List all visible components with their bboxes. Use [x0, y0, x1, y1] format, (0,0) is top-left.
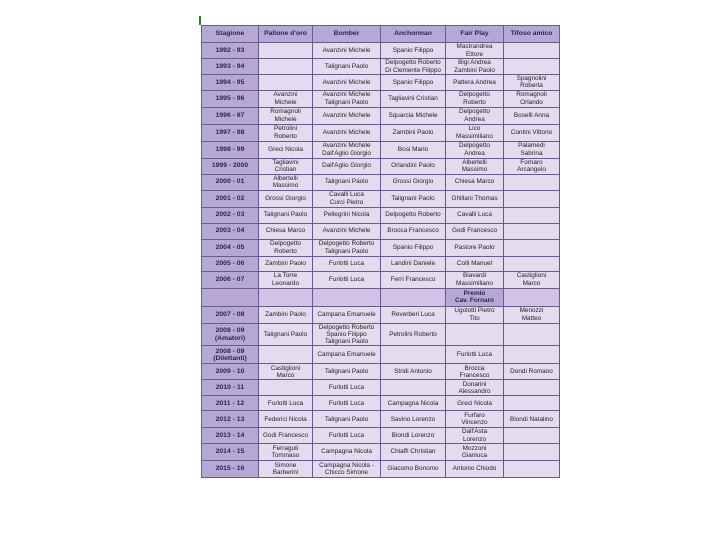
cell-tifoso-amico: Contini Vittorio: [504, 124, 560, 141]
cell-anchorman: [381, 288, 446, 306]
cell-season: 1993 - 94: [202, 59, 259, 75]
cell-bomber: Delpogetto Roberto Talignani Paolo: [313, 239, 381, 256]
table-row: [202, 428, 560, 444]
cell-bomber: Campagna Nicola - Chicco Simone: [313, 461, 381, 478]
cell-season: 2012 - 13: [202, 411, 259, 428]
table-row: [202, 43, 560, 59]
cell-season: 1996 - 97: [202, 107, 259, 124]
cell-pallone-doro: [259, 288, 313, 306]
cell-anchorman: Savino Lorenzo: [381, 411, 446, 428]
header-tifoso-amico: Tifoso amico: [504, 26, 560, 43]
cell-pallone-doro: Talignani Paolo: [259, 323, 313, 346]
table-row: [202, 223, 560, 239]
cell-bomber: Furlotti Luca: [313, 271, 381, 288]
cell-anchorman: Campagna Nicola: [381, 396, 446, 411]
cell-season: 2015 - 16: [202, 461, 259, 478]
cell-fair-play: Biavardi Massimiliano: [446, 271, 504, 288]
table-row: [202, 306, 560, 323]
cell-tifoso-amico: Biondi Natalino: [504, 411, 560, 428]
cell-tifoso-amico: Castiglioni Marco: [504, 271, 560, 288]
cell-cursor-mark: [199, 16, 201, 25]
cell-season: 2005 - 06: [202, 256, 259, 271]
cell-pallone-doro: Castiglioni Marco: [259, 364, 313, 380]
cell-bomber: Campana Emanuele: [313, 346, 381, 364]
cell-tifoso-amico: [504, 380, 560, 396]
cell-bomber: Furlotti Luca: [313, 428, 381, 444]
cell-season: 2010 - 11: [202, 380, 259, 396]
table-row: [202, 207, 560, 223]
table-row: [202, 271, 560, 288]
table-row: [202, 323, 560, 346]
cell-fair-play: Furlotti Luca: [446, 346, 504, 364]
cell-season: 2001 - 02: [202, 190, 259, 207]
table-row: [202, 90, 560, 107]
cell-bomber: Campagna Nicola: [313, 444, 381, 461]
cell-pallone-doro: Petrolini Roberto: [259, 124, 313, 141]
cell-fair-play: Godi Francesco: [446, 223, 504, 239]
cell-tifoso-amico: [504, 346, 560, 364]
cell-pallone-doro: Furlotti Luca: [259, 396, 313, 411]
cell-bomber: Pellegrini Nicola: [313, 207, 381, 223]
cell-pallone-doro: Ferraguti Tommaso: [259, 444, 313, 461]
cell-tifoso-amico: [504, 190, 560, 207]
cell-fair-play: Antonio Chiodo: [446, 461, 504, 478]
cell-tifoso-amico: [504, 223, 560, 239]
cell-anchorman: Bosi Mario: [381, 141, 446, 158]
cell-anchorman: Stridi Antonio: [381, 364, 446, 380]
cell-pallone-doro: Chiesa Marco: [259, 223, 313, 239]
table-row: [202, 75, 560, 91]
header-pallone-doro: Pallone d'oro: [259, 26, 313, 43]
cell-fair-play: Bigi Andrea Zambini Paolo: [446, 59, 504, 75]
cell-season: 2008 - 09 (Dilettanti): [202, 346, 259, 364]
cell-season: 2002 - 03: [202, 207, 259, 223]
cell-anchorman: Squarcia Michele: [381, 107, 446, 124]
cell-anchorman: Giacomo Bonomo: [381, 461, 446, 478]
cell-season: 2013 - 14: [202, 428, 259, 444]
cell-fair-play: Cavalli Luca: [446, 207, 504, 223]
cell-tifoso-amico: Spagnolini Roberta: [504, 75, 560, 91]
cell-season: 2008 - 09 (Amatori): [202, 323, 259, 346]
cell-anchorman: Reverberi Luca: [381, 306, 446, 323]
cell-fair-play: Colli Manuel: [446, 256, 504, 271]
cell-anchorman: Grossi Giorgio: [381, 174, 446, 190]
table-row: [202, 256, 560, 271]
cell-fair-play: Pattera Andrea: [446, 75, 504, 91]
cell-bomber: Talignani Paolo: [313, 411, 381, 428]
cell-pallone-doro: Albertelli Massimo: [259, 174, 313, 190]
cell-anchorman: Delpogetto Roberto Di Clemente Filippo: [381, 59, 446, 75]
cell-bomber: Cavalli Luca Curci Pietro: [313, 190, 381, 207]
cell-anchorman: Landini Daniele: [381, 256, 446, 271]
premio-separator-row: [202, 288, 560, 306]
cell-fair-play: Furfaro Vincenzo: [446, 411, 504, 428]
table-row: [202, 239, 560, 256]
header-fair-play: Fair Play: [446, 26, 504, 43]
cell-tifoso-amico: Romagnoli Orlando: [504, 90, 560, 107]
cell-bomber: Avanzini Michele: [313, 43, 381, 59]
cell-season: 2007 - 08: [202, 306, 259, 323]
cell-season: 1997 - 98: [202, 124, 259, 141]
table-row: [202, 124, 560, 141]
cell-fair-play: Ugolotti Pietro Tito: [446, 306, 504, 323]
cell-fair-play: Greci Nicola: [446, 396, 504, 411]
cell-anchorman: [381, 346, 446, 364]
cell-anchorman: Biondi Lorenzo: [381, 428, 446, 444]
cell-season: 2009 - 10: [202, 364, 259, 380]
cell-fair-play: [446, 323, 504, 346]
cell-season: 1999 - 2000: [202, 158, 259, 174]
cell-tifoso-amico: [504, 461, 560, 478]
cell-pallone-doro: Delpogetto Roberto: [259, 239, 313, 256]
cell-pallone-doro: [259, 75, 313, 91]
cell-tifoso-amico: Palamedi Sabrina: [504, 141, 560, 158]
cell-season: 2003 - 04: [202, 223, 259, 239]
cell-bomber: Talignani Paolo: [313, 59, 381, 75]
cell-bomber: Talignani Paolo: [313, 174, 381, 190]
header-anchorman: Anchorman: [381, 26, 446, 43]
awards-table: [201, 25, 560, 478]
cell-tifoso-amico: [504, 396, 560, 411]
cell-tifoso-amico: [504, 323, 560, 346]
cell-season: 2000 - 01: [202, 174, 259, 190]
cell-tifoso-amico: Fornaro Arcangelo: [504, 158, 560, 174]
table-row: [202, 396, 560, 411]
cell-pallone-doro: La Torre Leonardo: [259, 271, 313, 288]
cell-bomber: Avanzini Michele Talignani Paolo: [313, 90, 381, 107]
table-row: [202, 141, 560, 158]
table-row: [202, 107, 560, 124]
cell-bomber: Talignani Paolo: [313, 364, 381, 380]
cell-pallone-doro: Romagnoli Michele: [259, 107, 313, 124]
cell-bomber: Dall'Aglio Giorgio: [313, 158, 381, 174]
table-row: [202, 380, 560, 396]
cell-anchorman: Tagliavini Cristian: [381, 90, 446, 107]
cell-bomber: Avanzini Michele Dall'Aglio Giorgio: [313, 141, 381, 158]
cell-season: 2006 - 07: [202, 271, 259, 288]
cell-pallone-doro: Greci Nicola: [259, 141, 313, 158]
cell-bomber: Avanzini Michele: [313, 75, 381, 91]
table-row: [202, 444, 560, 461]
cell-anchorman: Petrolini Roberto: [381, 323, 446, 346]
cell-season: 2004 - 05: [202, 239, 259, 256]
cell-pallone-doro: Avanzini Michele: [259, 90, 313, 107]
cell-pallone-doro: Simone Barberini: [259, 461, 313, 478]
cell-season: 2011 - 12: [202, 396, 259, 411]
cell-fair-play: Mastrandrea Ettore: [446, 43, 504, 59]
cell-tifoso-amico: [504, 239, 560, 256]
table-row: [202, 346, 560, 364]
cell-tifoso-amico: [504, 207, 560, 223]
table-row: [202, 174, 560, 190]
cell-anchorman: Zambini Paolo: [381, 124, 446, 141]
header-season: Stagione: [202, 26, 259, 43]
cell-pallone-doro: [259, 59, 313, 75]
cell-tifoso-amico: [504, 174, 560, 190]
cell-fair-play: Mozzoni Gianluca: [446, 444, 504, 461]
cell-fair-play: Chiesa Marco: [446, 174, 504, 190]
cell-fair-play: Lico Massimiliano: [446, 124, 504, 141]
cell-anchorman: Spanio Filippo: [381, 75, 446, 91]
cell-fair-play: Delpogetto Andrea: [446, 107, 504, 124]
table-row: [202, 190, 560, 207]
cell-fair-play: Ghillani Thomas: [446, 190, 504, 207]
cell-fair-play: Delpogetto Roberto: [446, 90, 504, 107]
cell-fair-play: Donarini Alessandro: [446, 380, 504, 396]
cell-pallone-doro: Tagliavini Cristian: [259, 158, 313, 174]
cell-tifoso-amico: [504, 288, 560, 306]
cell-tifoso-amico: [504, 256, 560, 271]
cell-fair-play: Albertelli Massimo: [446, 158, 504, 174]
cell-season: 1994 - 95: [202, 75, 259, 91]
cell-bomber: Furlotti Luca: [313, 256, 381, 271]
cell-bomber: [313, 288, 381, 306]
cell-tifoso-amico: Boselli Anna: [504, 107, 560, 124]
table-row: [202, 364, 560, 380]
cell-bomber: Avanzini Michele: [313, 124, 381, 141]
cell-bomber: Avanzini Michele: [313, 107, 381, 124]
cell-anchorman: Spanio Filippo: [381, 239, 446, 256]
cell-tifoso-amico: Menozzi Matteo: [504, 306, 560, 323]
cell-tifoso-amico: [504, 59, 560, 75]
cell-pallone-doro: [259, 43, 313, 59]
table-row: [202, 158, 560, 174]
cell-anchorman: Delpogetto Roberto: [381, 207, 446, 223]
cell-anchorman: Talignani Paolo: [381, 190, 446, 207]
cell-fair-play: Delpogetto Andrea: [446, 141, 504, 158]
cell-tifoso-amico: [504, 43, 560, 59]
header-row: [202, 26, 560, 43]
cell-fair-play: Pastore Paolo: [446, 239, 504, 256]
cell-anchorman: [381, 380, 446, 396]
cell-pallone-doro: Zambini Paolo: [259, 306, 313, 323]
cell-bomber: Furlotti Luca: [313, 380, 381, 396]
cell-season: 1992 - 93: [202, 43, 259, 59]
cell-anchorman: Spanio Filippo: [381, 43, 446, 59]
cell-pallone-doro: Godi Francesco: [259, 428, 313, 444]
cell-pallone-doro: Zambini Paolo: [259, 256, 313, 271]
table-row: [202, 59, 560, 75]
cell-fair-play: Brocca Francesco: [446, 364, 504, 380]
cell-season: 2014 - 15: [202, 444, 259, 461]
cell-season: 1995 - 96: [202, 90, 259, 107]
cell-fair-play: Dall'Asta Lorenzo: [446, 428, 504, 444]
cell-anchorman: Orlandini Paolo: [381, 158, 446, 174]
cell-pallone-doro: Talignani Paolo: [259, 207, 313, 223]
cell-bomber: Delpogetto Roberto Spanio Filippo Talignani Paolo: [313, 323, 381, 346]
cell-tifoso-amico: Dondi Romano: [504, 364, 560, 380]
cell-fair-play: Premio Cav. Fornaro: [446, 288, 504, 306]
cell-anchorman: Ferri Francesco: [381, 271, 446, 288]
cell-bomber: Campana Emanuele: [313, 306, 381, 323]
cell-season: [202, 288, 259, 306]
cell-pallone-doro: [259, 346, 313, 364]
cell-tifoso-amico: [504, 428, 560, 444]
cell-pallone-doro: Grossi Giorgio: [259, 190, 313, 207]
cell-bomber: Avanzini Michele: [313, 223, 381, 239]
cell-anchorman: Chiaffi Christian: [381, 444, 446, 461]
table-row: [202, 411, 560, 428]
cell-anchorman: Brocca Francesco: [381, 223, 446, 239]
cell-season: 1998 - 99: [202, 141, 259, 158]
cell-bomber: Furlotti Luca: [313, 396, 381, 411]
cell-pallone-doro: Federici Nicola: [259, 411, 313, 428]
table-row: [202, 461, 560, 478]
cell-tifoso-amico: [504, 444, 560, 461]
header-bomber: Bomber: [313, 26, 381, 43]
cell-pallone-doro: [259, 380, 313, 396]
